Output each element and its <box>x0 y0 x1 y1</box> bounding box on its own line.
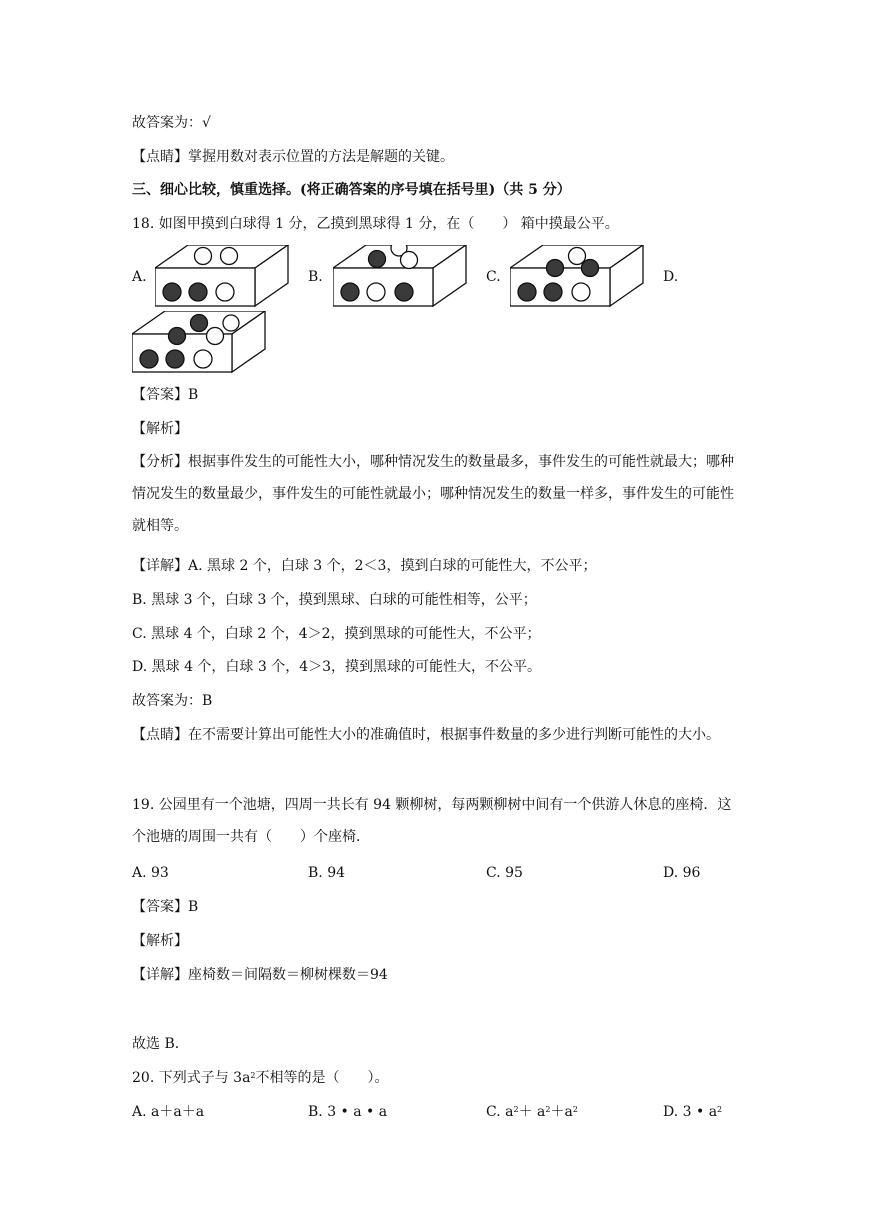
q19-option-c: C. 95 <box>486 865 523 881</box>
q18-answer: 【答案】B <box>132 387 199 403</box>
section-heading: 三、细心比较，慎重选择。(将正确答案的序号填在括号里)（共 5 分） <box>132 182 571 198</box>
q18-jiexi: 【解析】 <box>132 421 188 437</box>
q19-option-d: D. 96 <box>663 865 701 881</box>
question-20: 20. 下列式子与 $3a^2$不相等的是（ ）。 <box>132 1070 389 1086</box>
q19-option-b: B. 94 <box>308 865 346 881</box>
q19-option-a: A. 93 <box>132 865 169 881</box>
q19-jiexi: 【解析】 <box>132 933 188 949</box>
previous-tip: 【点睛】掌握用数对表示位置的方法是解题的关键。 <box>132 149 454 165</box>
q19-detail: 【详解】座椅数＝间隔数＝柳树棵数＝94 <box>132 967 388 983</box>
q18-detail-d: D. 黑球 4 个，白球 3 个，4＞3，摸到黑球的可能性大，不公平。 <box>132 659 542 675</box>
option-d-label: D. <box>663 269 679 285</box>
box-c-figure <box>510 245 644 308</box>
q18-final: 故答案为：B <box>132 693 213 709</box>
q18-detail-c: C. 黑球 4 个，白球 2 个，4＞2，摸到黑球的可能性大，不公平； <box>132 626 541 642</box>
box-d-figure <box>132 311 266 374</box>
q18-analysis: 【分析】根据事件发生的可能性大小，哪种情况发生的数量最多，事件发生的可能性就最大；哪种情况发生的数量最少，事件发生的可能性就最小；哪种情况发生的数量一样多，事件发生的可能性就相等。 <box>132 454 734 534</box>
question-18: 18. 如图甲摸到白球得 1 分，乙摸到黑球得 1 分，在（ ） 箱中摸最公平。 <box>132 216 619 232</box>
q19-final: 故选 B． <box>132 1036 189 1052</box>
q19-answer: 【答案】B <box>132 899 199 915</box>
question-19: 19. 公园里有一个池塘，四周一共长有 94 颗柳树，每两颗柳树中间有一个供游人休息的座椅．这个池塘的周围一共有（ ）个座椅． <box>132 797 732 845</box>
option-c-label: C. <box>486 269 501 285</box>
q18-tip: 【点睛】在不需要计算出可能性大小的准确值时，根据事件数量的多少进行判断可能性的大小。 <box>132 727 720 743</box>
box-a-figure <box>155 245 289 308</box>
q18-detail-a: 【详解】A. 黑球 2 个，白球 3 个，2＜3，摸到白球的可能性大，不公平； <box>132 558 597 574</box>
q20-option-c: C. $a^2+ a^2+a^2$ <box>486 1104 578 1120</box>
option-a-label: A. <box>132 269 147 285</box>
q18-detail-b: B. 黑球 3 个，白球 3 个，摸到黑球、白球的可能性相等，公平； <box>132 592 537 608</box>
q20-option-a: A. a＋a＋a <box>132 1104 205 1120</box>
box-b-figure <box>333 245 467 308</box>
previous-answer: 故答案为：√ <box>132 115 211 131</box>
option-b-label: B. <box>308 269 323 285</box>
q20-option-d: D. 3 • $a^2$ <box>663 1104 723 1120</box>
q20-option-b: B. 3 • a • a <box>308 1104 388 1120</box>
